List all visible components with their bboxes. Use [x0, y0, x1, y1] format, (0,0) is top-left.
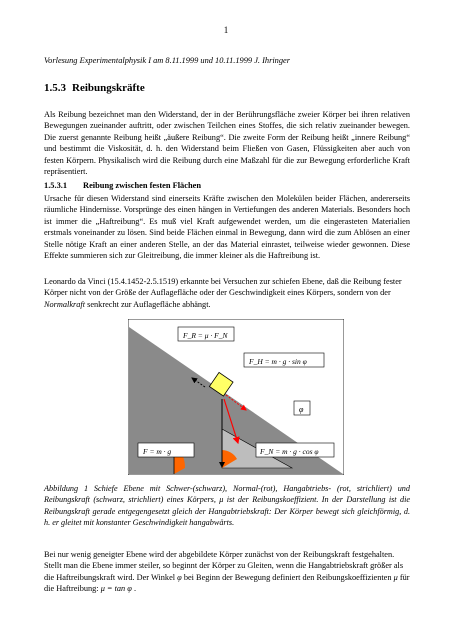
weight-label: F = m · g: [143, 447, 172, 456]
closing-text-3: für die Haftreibung:: [44, 572, 410, 594]
section-heading: [44, 82, 145, 94]
closing-paragraph: [44, 549, 410, 595]
section-number: 1.5.3: [44, 82, 66, 94]
friction-label: F_R = μ · F_N: [183, 331, 228, 340]
closing-text-1: Bei nur wenig geneigter Ebene wird der abgebildete Körper zunächst von der Reibungskraft festgehalten. Stellt man die Ebene immer steiler, so beginnt der Körper zu Gleiten, wenn die Hangabtriebskraft größer als die Haftreibungskraft wird. Der Winkel: [44, 550, 404, 582]
closing-text-4: .: [131, 584, 137, 594]
inclined-plane-figure: [128, 319, 344, 475]
page-number: 1: [223, 25, 229, 35]
friction-cause-paragraph: Ursache für diesen Widerstand sind einerseits Kräfte zwischen den Molekülen beider Flächen, andererseits räumliche Hindernisse. Vorsprünge des einen hängen in Vertiefungen des anderen Materials. Besonders hoch ist immer die „Haftreibung“. Es muß viel Kraft aufgewendet werden, um die eingerasteten Materialien erstmals voneinander zu lösen. Sind beide Flächen einmal in Bewegung, dann wird die zum Ablösen an einer Stelle nötige Kraft an einer anderen Stelle, an der das Material einrastet, teilweise wieder gewonnen. Diese Effekte summieren sich zur Gleitreibung, die immer kleiner als die Haftreibung ist.: [44, 194, 410, 261]
leonardo-paragraph: [44, 276, 410, 310]
leonardo-text-2: senkrecht zur Auflagefläche abhängt.: [85, 299, 211, 309]
subsection-heading: [44, 181, 201, 190]
angle-label: φ: [299, 405, 304, 414]
figure-caption: Abbildung 1 Schiefe Ebene mit Schwer-(schwarz), Normal-(rot), Hangabtriebs- (rot, strichliert) und Reibungskraft (schwarz, strichliert) eines Körpers, μ ist der Reibungskoeffizient. In der Darstellung ist die Reibungskraft gerade entgegengesetzt gleich der Hangabtriebskraft: Der Körper bewegt sich gleichförmig, d. h. er gleitet mit konstanter Geschwindigkeit hangabwärts.: [44, 484, 410, 527]
subsection-title: Reibung zwischen festen Flächen: [83, 181, 201, 190]
normal-force-term: Normalkraft: [44, 299, 86, 309]
static-friction-formula: μ = tan φ: [100, 584, 132, 594]
leonardo-text-1: Leonardo da Vinci (15.4.1452-2.5.1519) erkannte bei Versuchen zur schiefen Ebene, daß die Reibung fester Körper nicht von der Größe der Auflagefläche oder der Geschwindigkeit eines Körpers, sondern von der: [44, 277, 402, 298]
section-title: Reibungskräfte: [72, 82, 145, 94]
intro-paragraph: Als Reibung bezeichnet man den Widerstand, der in der Berührungsfläche zweier Körper bei ihren relativen Bewegungen zueinander auftritt, oder zwischen Teilchen eines Stoffes, die sich relativ zueinander bewegen. Die zuerst genannte Reibung heißt „äußere Reibung“. Die zweite Form der Reibung heißt „innere Reibung“ und bestimmt die Viskosität, d. h. den Widerstand beim Fließen von Gasen, Flüssigkeiten aber auch von festen Körpern. Physikalisch wird die Reibung durch eine Maßzahl für die zur Bewegung erforderliche Kraft repräsentiert.: [44, 110, 410, 177]
normal-label: F_N = m · g · cos φ: [260, 447, 319, 456]
running-header: Vorlesung Experimentalphysik I am 8.11.1999 und 10.11.1999 J. Ihringer: [44, 56, 291, 65]
mu-symbol: μ: [393, 572, 398, 582]
phi-symbol: φ: [177, 572, 182, 582]
subsection-number: 1.5.3.1: [44, 181, 68, 190]
closing-text-2: bei Beginn der Bewegung definiert den Reibungskoeffizienten: [181, 572, 394, 582]
downhill-label: F_H = m · g · sin φ: [249, 357, 307, 366]
